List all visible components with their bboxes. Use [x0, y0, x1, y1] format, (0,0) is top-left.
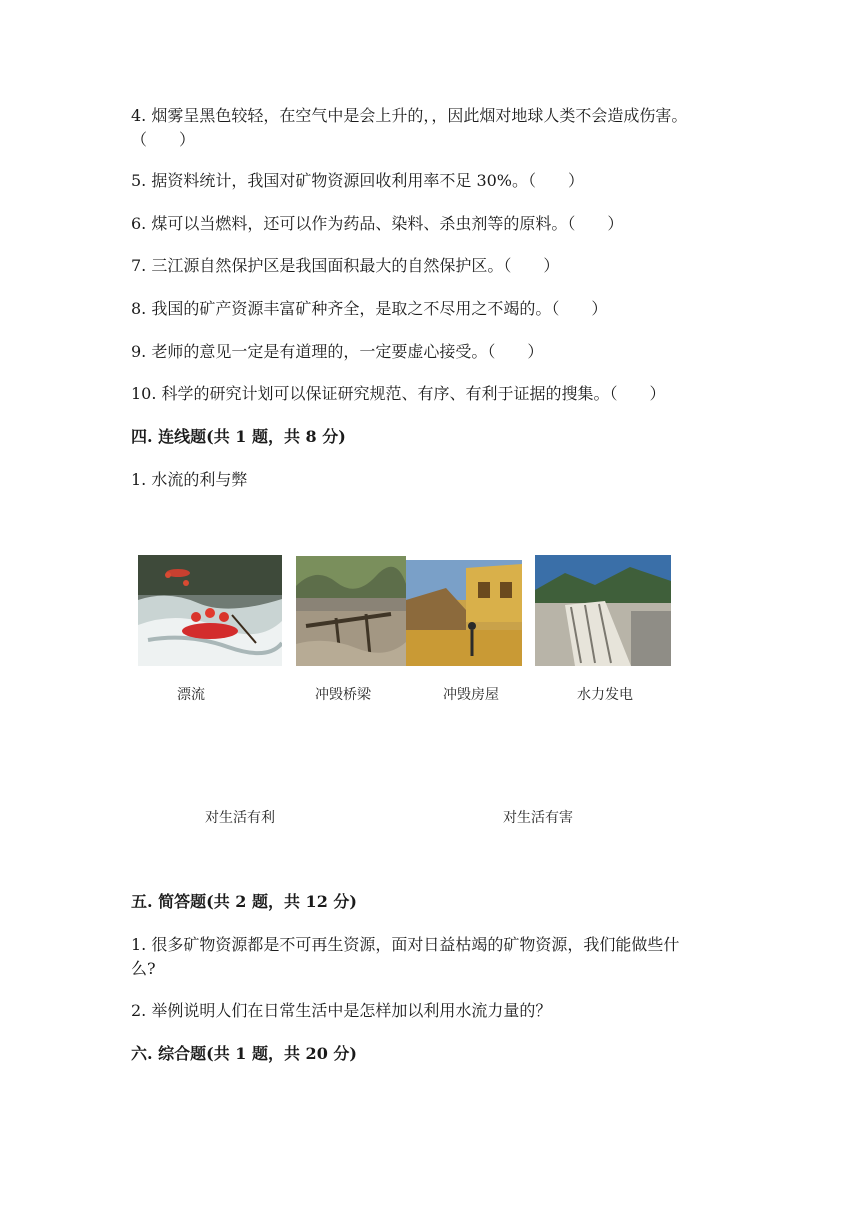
image-label-hydropower: 水力发电: [577, 687, 633, 703]
section-heading-short-answer: 五. 简答题(共 2 题，共 12 分): [131, 892, 357, 911]
question-9: 9. 老师的意见一定是有道理的，一定要虚心接受。（ ）: [131, 342, 544, 361]
destroyed-house-photo: [406, 560, 522, 666]
question-4-text: 4. 烟雾呈黑色较轻，在空气中是会上升的，，因此烟对地球人类不会造成伤害。: [131, 106, 688, 125]
question-6: 6. 煤可以当燃料，还可以作为药品、染料、杀虫剂等的原料。（ ）: [131, 214, 624, 233]
image-label-bridge: 冲毁桥梁: [315, 687, 371, 703]
short-answer-question-2: 2. 举例说明人们在日常生活中是怎样加以利用水流力量的？: [131, 1001, 552, 1020]
image-label-house: 冲毁房屋: [443, 687, 499, 703]
matching-question-1: 1. 水流的利与弊: [131, 470, 248, 489]
image-label-rafting: 漂流: [177, 687, 205, 703]
section-heading-comprehensive: 六. 综合题(共 1 题，共 20 分): [131, 1044, 357, 1063]
section-heading-matching: 四. 连线题(共 1 题，共 8 分): [131, 427, 346, 446]
question-7: 7. 三江源自然保护区是我国面积最大的自然保护区。（ ）: [131, 256, 560, 275]
short-answer-question-1-line-1: 1. 很多矿物资源都是不可再生资源，面对日益枯竭的矿物资源，我们能做些什: [131, 935, 680, 954]
question-10: 10. 科学的研究计划可以保证研究规范、有序、有利于证据的搜集。（ ）: [131, 384, 666, 403]
question-4-blank: （ ）: [131, 130, 196, 149]
target-beneficial: 对生活有利: [205, 810, 275, 826]
question-8: 8. 我国的矿产资源丰富矿种齐全，是取之不尽用之不竭的。（ ）: [131, 299, 608, 318]
destroyed-bridge-photo: [296, 556, 406, 666]
hydropower-photo: [535, 555, 671, 666]
target-harmful: 对生活有害: [503, 810, 573, 826]
short-answer-question-1-line-2: 么?: [131, 959, 156, 978]
question-5: 5. 据资料统计，我国对矿物资源回收利用率不足 30%。（ ）: [131, 171, 585, 190]
rafting-photo: [138, 555, 282, 666]
